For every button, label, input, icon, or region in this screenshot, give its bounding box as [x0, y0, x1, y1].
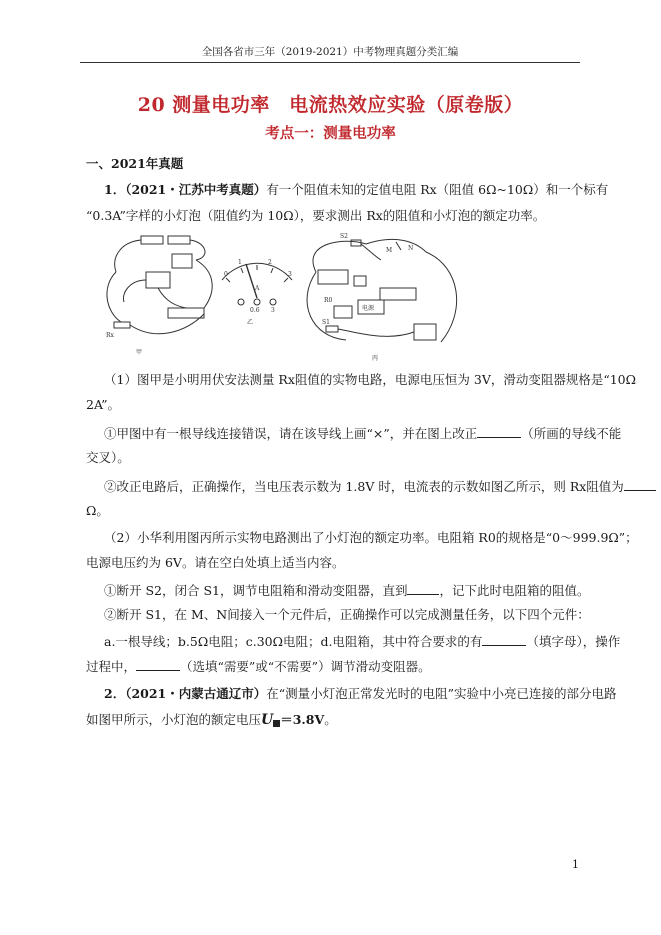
rheostat-jia — [168, 308, 204, 318]
q1-step1-text: ①甲图中有一根导线连接错误，请在该导线上画“×”，并在图上改正 — [104, 426, 478, 441]
q1-part1-line-a: （1）图甲是小明用伏安法测量 Rx阻值的实物电路，电源电压恒为 3V，滑动变阻器规格是“10Ω — [104, 372, 637, 387]
q1-step2-line-b: Ω。 — [86, 503, 109, 518]
answer-blank-5 — [136, 658, 180, 671]
q1-task4-text-2: （选填“需要”或“不需要”）调节滑动变阻器。 — [180, 659, 431, 674]
q2-number: 2． — [104, 686, 126, 701]
dial-tick-1: 1 — [238, 259, 242, 266]
voltmeter-jia — [146, 272, 170, 288]
answer-blank-1 — [477, 425, 521, 438]
label-yi: 乙 — [247, 319, 254, 326]
label-power: 电源 — [362, 305, 375, 312]
q1-line-1 — [104, 182, 608, 198]
battery-bing — [318, 270, 348, 284]
switch-s1 — [326, 326, 338, 332]
q1-task4-text: 过程中， — [86, 659, 137, 674]
q1-step1-line-a — [104, 425, 621, 442]
q2-voltage-value: ＝3.8V — [280, 712, 325, 727]
circuit-bing — [307, 239, 457, 342]
label-rx: Rx — [106, 332, 114, 339]
dial-terminal-06: 0.6 — [250, 307, 260, 314]
answer-blank-3 — [407, 582, 439, 595]
q2-text-2: 如图甲所示，小灯泡的额定电压 — [86, 712, 262, 727]
q1-step1-line-b: 交叉）。 — [86, 450, 130, 465]
label-s1: S1 — [322, 319, 330, 326]
dial-tick-0: 0 — [224, 271, 228, 278]
dial-terminal-3: 3 — [271, 307, 275, 314]
label-s2: S2 — [340, 233, 348, 240]
q1-task4-line — [86, 658, 431, 675]
q1-step2-line-a — [104, 478, 656, 495]
q2-text-1: 在“测量小灯泡正常发光时的电阻”实验中小亮已连接的部分电路 — [266, 686, 617, 701]
q1-part2-line-a: （2）小华利用图丙所示实物电路测出了小灯泡的额定功率。电阻箱 R0的规格是“0～999.9Ω”； — [104, 530, 638, 545]
q1-task2-line: ②断开 S1，在 M、N间接入一个元件后，正确操作可以完成测量任务，以下四个元件： — [104, 607, 590, 622]
label-m: M — [386, 247, 393, 254]
page-title: 20 测量电功率 电流热效应实验（原卷版） — [137, 94, 524, 116]
circuit-figure — [96, 232, 466, 362]
dial-tick-2: 2 — [268, 259, 272, 266]
q1-text-1: 有一个阻值未知的定值电阻 Rx（阻值 6Ω~10Ω）和一个标有 — [266, 182, 609, 197]
label-n: N — [408, 245, 414, 252]
q2-line-2 — [86, 712, 337, 728]
answer-blank-4 — [482, 633, 526, 646]
label-bing: 丙 — [372, 355, 379, 362]
section-heading: 一、2021年真题 — [86, 156, 184, 171]
q1-line-2: “0.3A”字样的小灯泡（阻值约为 10Ω），要求测出 Rx的阻值和小灯泡的额定功率。 — [86, 208, 546, 223]
q1-source: （2021・江苏中考真题） — [125, 182, 267, 197]
q1-task3-text-2: （填字母），操作 — [526, 634, 621, 649]
label-r0: R0 — [324, 297, 333, 304]
label-jia: 甲 — [136, 349, 143, 356]
q1-task1-text: ①断开 S2，闭合 S1，调节电阻箱和滑动变阻器，直到 — [104, 583, 408, 598]
dial-unit-a: A — [255, 285, 260, 292]
page-number: 1 — [572, 858, 579, 871]
q1-step2-text: ②改正电路后，正确操作，当电压表示数为 1.8V 时，电流表的示数如图乙所示，则 Rx阻值为 — [104, 479, 624, 494]
meter-bing — [414, 324, 436, 340]
q1-task3-text: a.一根导线；b.5Ω电阻；c.30Ω电阻；d.电阻箱，其中符合要求的有 — [104, 634, 483, 649]
running-header: 全国各省市三年（2019-2021）中考物理真题分类汇编 — [201, 46, 459, 58]
q2-u-symbol: U — [261, 712, 274, 728]
dial-tick-3: 3 — [288, 271, 292, 278]
ammeter-jia — [172, 254, 192, 268]
answer-blank-2 — [624, 478, 656, 491]
q1-number: 1． — [104, 182, 126, 197]
rheostat-bing — [380, 288, 416, 300]
q1-part2-line-b: 电源电压约为 6V。请在空白处填上适当内容。 — [86, 555, 345, 570]
page-subtitle: 考点一：测量电功率 — [265, 125, 396, 142]
battery-jia — [141, 236, 163, 244]
q1-step1-text-2: （所画的导线不能 — [521, 426, 622, 441]
q1-task1-line — [104, 582, 590, 599]
q2-line-1 — [104, 686, 617, 702]
header-rule — [80, 62, 580, 63]
q2-text-end: 。 — [324, 712, 337, 727]
q1-task3-line — [104, 633, 620, 650]
q2-source: （2021・内蒙古通辽市） — [125, 686, 267, 701]
circuit-jia — [107, 236, 212, 334]
resistor-rx — [114, 322, 130, 328]
q1-task1-text-2: ，记下此时电阻箱的阻值。 — [439, 583, 590, 598]
resistor-box-r0 — [334, 306, 352, 318]
q1-part1-line-b: 2A”。 — [86, 397, 121, 412]
